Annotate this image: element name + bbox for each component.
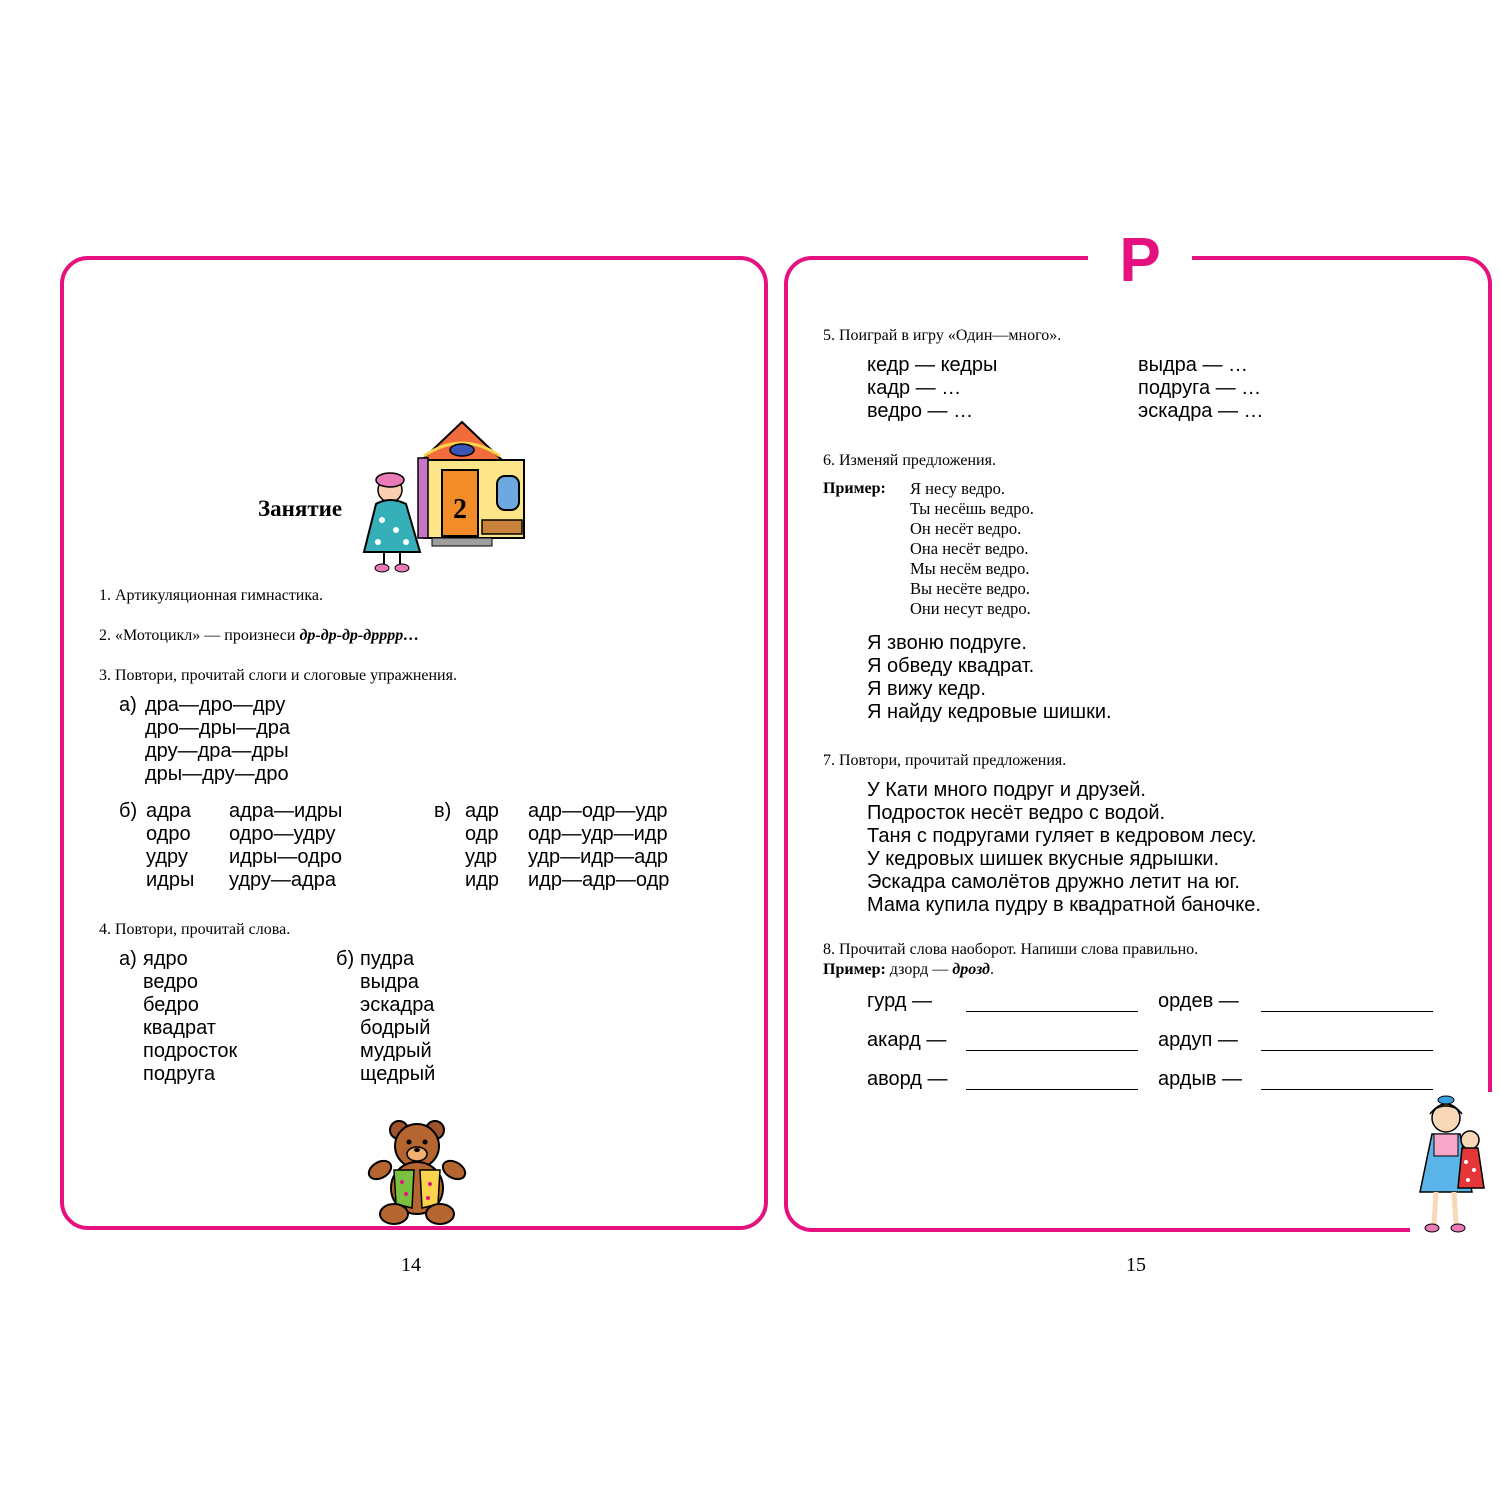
answer-line[interactable] (966, 1050, 1138, 1051)
list-item: мудрый (360, 1040, 432, 1062)
task-5-col1 (867, 354, 997, 423)
list-item: одр (465, 823, 499, 845)
task-8-example-label: Пример: (823, 961, 886, 978)
answer-line[interactable] (966, 1011, 1138, 1012)
task-4b-label: б) (336, 948, 355, 970)
answer-line[interactable] (1261, 1089, 1433, 1090)
list-item: У кедровых шишек вкусные ядрышки. (867, 848, 1220, 870)
list-item: одр—удр—идр (528, 823, 668, 845)
list-item: ядро (143, 948, 188, 970)
list-item: Я звоню подруге. (867, 632, 1027, 654)
teddy-bear-illustration (366, 1118, 468, 1226)
task-3c-col1 (465, 800, 499, 892)
house-illustration (362, 420, 532, 575)
list-item: дра—дро—дру (145, 694, 286, 716)
task-8-word-3: аворд — (867, 1068, 948, 1090)
section-letter: Р (1119, 226, 1161, 295)
task-3b-col2 (229, 800, 342, 892)
list-item: У Кати много подруг и друзей. (867, 779, 1146, 801)
task-8-word-1: гурд — (867, 990, 932, 1012)
list-item: идры—одро (229, 846, 342, 868)
task-1: 1. Артикуляционная гимнастика. (99, 587, 323, 604)
task-3a-label: а) (119, 694, 137, 716)
task-8-example-answer: дрозд (952, 961, 990, 978)
list-item: Мы несём ведро. (910, 559, 1030, 578)
task-8: 8. Прочитай слова наоборот. Напиши слова правильно. (823, 941, 1199, 958)
girl-with-doll-illustration (1410, 1092, 1498, 1238)
list-item: пудра (360, 948, 415, 970)
task-3b-label: б) (119, 800, 138, 822)
task-8-word-6: ардыв — (1158, 1068, 1243, 1090)
list-item: Я несу ведро. (910, 479, 1005, 498)
list-item: эскадра — … (1138, 400, 1264, 422)
task-7: 7. Повтори, прочитай предложения. (823, 752, 1067, 769)
answer-line[interactable] (966, 1089, 1138, 1090)
task-4a-list (143, 948, 237, 1086)
answer-line[interactable] (1261, 1011, 1433, 1012)
list-item: Я обведу квадрат. (867, 655, 1035, 677)
task-5: 5. Поиграй в игру «Один—много». (823, 327, 1062, 344)
task-4: 4. Повтори, прочитай слова. (99, 921, 291, 938)
list-item: подруга — … (1138, 377, 1262, 399)
task-2 (99, 626, 419, 646)
list-item: Она несёт ведро. (910, 539, 1029, 558)
list-item: ведро (143, 971, 198, 993)
task-8-word-5: ардуп — (1158, 1029, 1238, 1051)
list-item: адра—идры (229, 800, 343, 822)
list-item: идр—адр—одр (528, 869, 670, 891)
lesson-number: 2 (453, 494, 467, 525)
list-item: адра (146, 800, 192, 822)
task-3b-col1 (146, 800, 194, 892)
task-8-word-2: акард — (867, 1029, 947, 1051)
list-item: Ты несёшь ведро. (910, 499, 1034, 518)
list-item: удру—адра (229, 869, 336, 891)
list-item: дру—дра—дры (145, 740, 289, 762)
list-item: квадрат (143, 1017, 216, 1039)
list-item: удр (465, 846, 498, 868)
list-item: дро—дры—дра (145, 717, 290, 739)
list-item: идр (465, 869, 499, 891)
task-8-example-text: дзорд — (885, 961, 953, 978)
list-item: дры—дру—дро (145, 763, 289, 785)
list-item: подросток (143, 1040, 238, 1062)
task-3c-label: в) (434, 800, 452, 822)
task-4b-list (360, 948, 435, 1086)
list-item: кадр — … (867, 377, 962, 399)
list-item: Эскадра самолётов дружно летит на юг. (867, 871, 1240, 893)
task-5-col2 (1138, 354, 1264, 423)
task-4a-label: а) (119, 948, 137, 970)
task-6-sentences (867, 632, 1112, 724)
list-item: Я вижу кедр. (867, 678, 986, 700)
task-6: 6. Изменяй предложения. (823, 452, 996, 469)
list-item: одро—удру (229, 823, 336, 845)
list-item: выдра (360, 971, 419, 993)
page-number-left: 14 (401, 1254, 421, 1276)
task-6-example-label: Пример: (823, 480, 886, 497)
lesson-title: Занятие (258, 496, 343, 521)
task-6-example-list (910, 479, 1034, 619)
list-item: Я найду кедровые шишки. (867, 701, 1112, 723)
list-item: удр—идр—адр (528, 846, 669, 868)
list-item: одро (146, 823, 191, 845)
list-item: бедро (143, 994, 199, 1016)
list-item: выдра — … (1138, 354, 1249, 376)
task-7-sentences (867, 779, 1261, 917)
list-item: адр—одр—удр (528, 800, 668, 822)
task-2-prefix: 2. «Мотоцикл» — произнеси (99, 627, 300, 644)
task-3a-list (145, 694, 290, 786)
task-8-word-4: ордев — (1158, 990, 1239, 1012)
answer-line[interactable] (1261, 1050, 1433, 1051)
list-item: ведро — … (867, 400, 974, 422)
list-item: адр (465, 800, 499, 822)
list-item: Он несёт ведро. (910, 519, 1022, 538)
list-item: удру (146, 846, 188, 868)
list-item: Они несут ведро. (910, 599, 1031, 618)
task-8-example (823, 960, 994, 980)
list-item: Таня с подругами гуляет в кедровом лесу. (867, 825, 1257, 847)
page-number-right: 15 (1126, 1254, 1146, 1276)
list-item: кедр — кедры (867, 354, 998, 376)
task-8-example-end: . (990, 961, 994, 978)
list-item: Мама купила пудру в квадратной баночке. (867, 894, 1261, 916)
task-3: 3. Повтори, прочитай слоги и слоговые упражнения. (99, 667, 457, 684)
list-item: Подросток несёт ведро с водой. (867, 802, 1166, 824)
list-item: щедрый (360, 1063, 436, 1085)
list-item: Вы несёте ведро. (910, 579, 1030, 598)
list-item: бодрый (360, 1017, 431, 1039)
task-2-sound: др-др-др-дрррр… (299, 627, 420, 644)
list-item: идры (146, 869, 195, 891)
list-item: эскадра (360, 994, 435, 1016)
task-3c-col2 (528, 800, 669, 892)
list-item: подруга (143, 1063, 216, 1085)
